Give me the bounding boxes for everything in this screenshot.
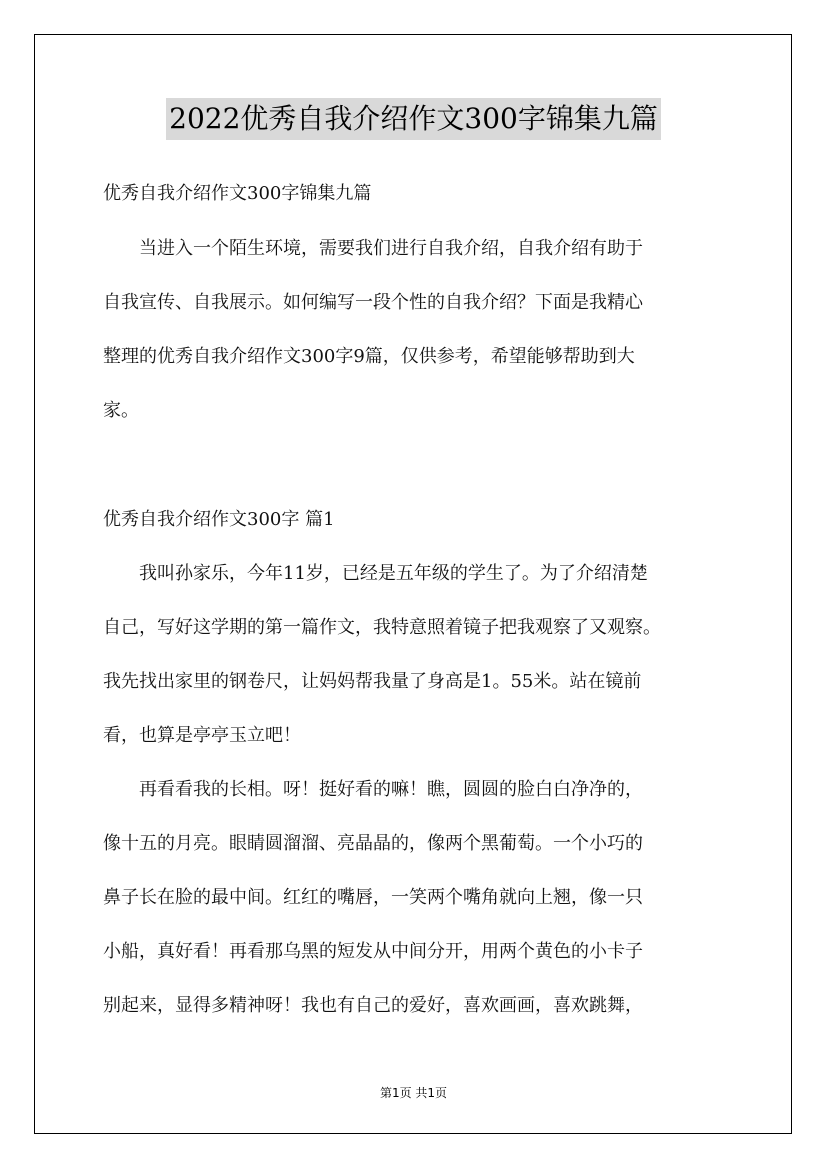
paragraph-line: 别起来，显得多精神呀！我也有自己的爱好，喜欢画画，喜欢跳舞，: [103, 995, 643, 1016]
section-heading: 优秀自我介绍作文300字 篇1: [103, 509, 335, 530]
paragraph-line: 看，也算是亭亭玉立吧！: [103, 725, 301, 746]
subtitle: 优秀自我介绍作文300字锦集九篇: [103, 183, 372, 204]
paragraph-line: 自己，写好这学期的第一篇作文，我特意照着镜子把我观察了又观察。: [103, 617, 661, 638]
document-title: 2022优秀自我介绍作文300字锦集九篇: [166, 98, 661, 140]
intro-line: 家。: [103, 400, 139, 421]
intro-line: 当进入一个陌生环境，需要我们进行自我介绍，自我介绍有助于: [103, 238, 643, 259]
paragraph-line: 再看看我的长相。呀！挺好看的嘛！瞧，圆圆的脸白白净净的，: [103, 779, 643, 800]
paragraph-line: 我先找出家里的钢卷尺，让妈妈帮我量了身高是1。55米。站在镜前: [103, 671, 642, 692]
paragraph-line: 我叫孙家乐，今年11岁，已经是五年级的学生了。为了介绍清楚: [103, 563, 648, 584]
intro-line: 自我宣传、自我展示。如何编写一段个性的自我介绍？下面是我精心: [103, 292, 643, 313]
title-container: [0, 98, 827, 140]
intro-line: 整理的优秀自我介绍作文300字9篇，仅供参考，希望能够帮助到大: [103, 346, 635, 367]
page-footer: 第1页 共1页: [379, 1086, 448, 1100]
paragraph-line: 像十五的月亮。眼睛圆溜溜、亮晶晶的，像两个黑葡萄。一个小巧的: [103, 833, 643, 854]
paragraph-line: 鼻子长在脸的最中间。红红的嘴唇，一笑两个嘴角就向上翘，像一只: [103, 887, 643, 908]
paragraph-line: 小船，真好看！再看那乌黑的短发从中间分开，用两个黄色的小卡子: [103, 941, 643, 962]
